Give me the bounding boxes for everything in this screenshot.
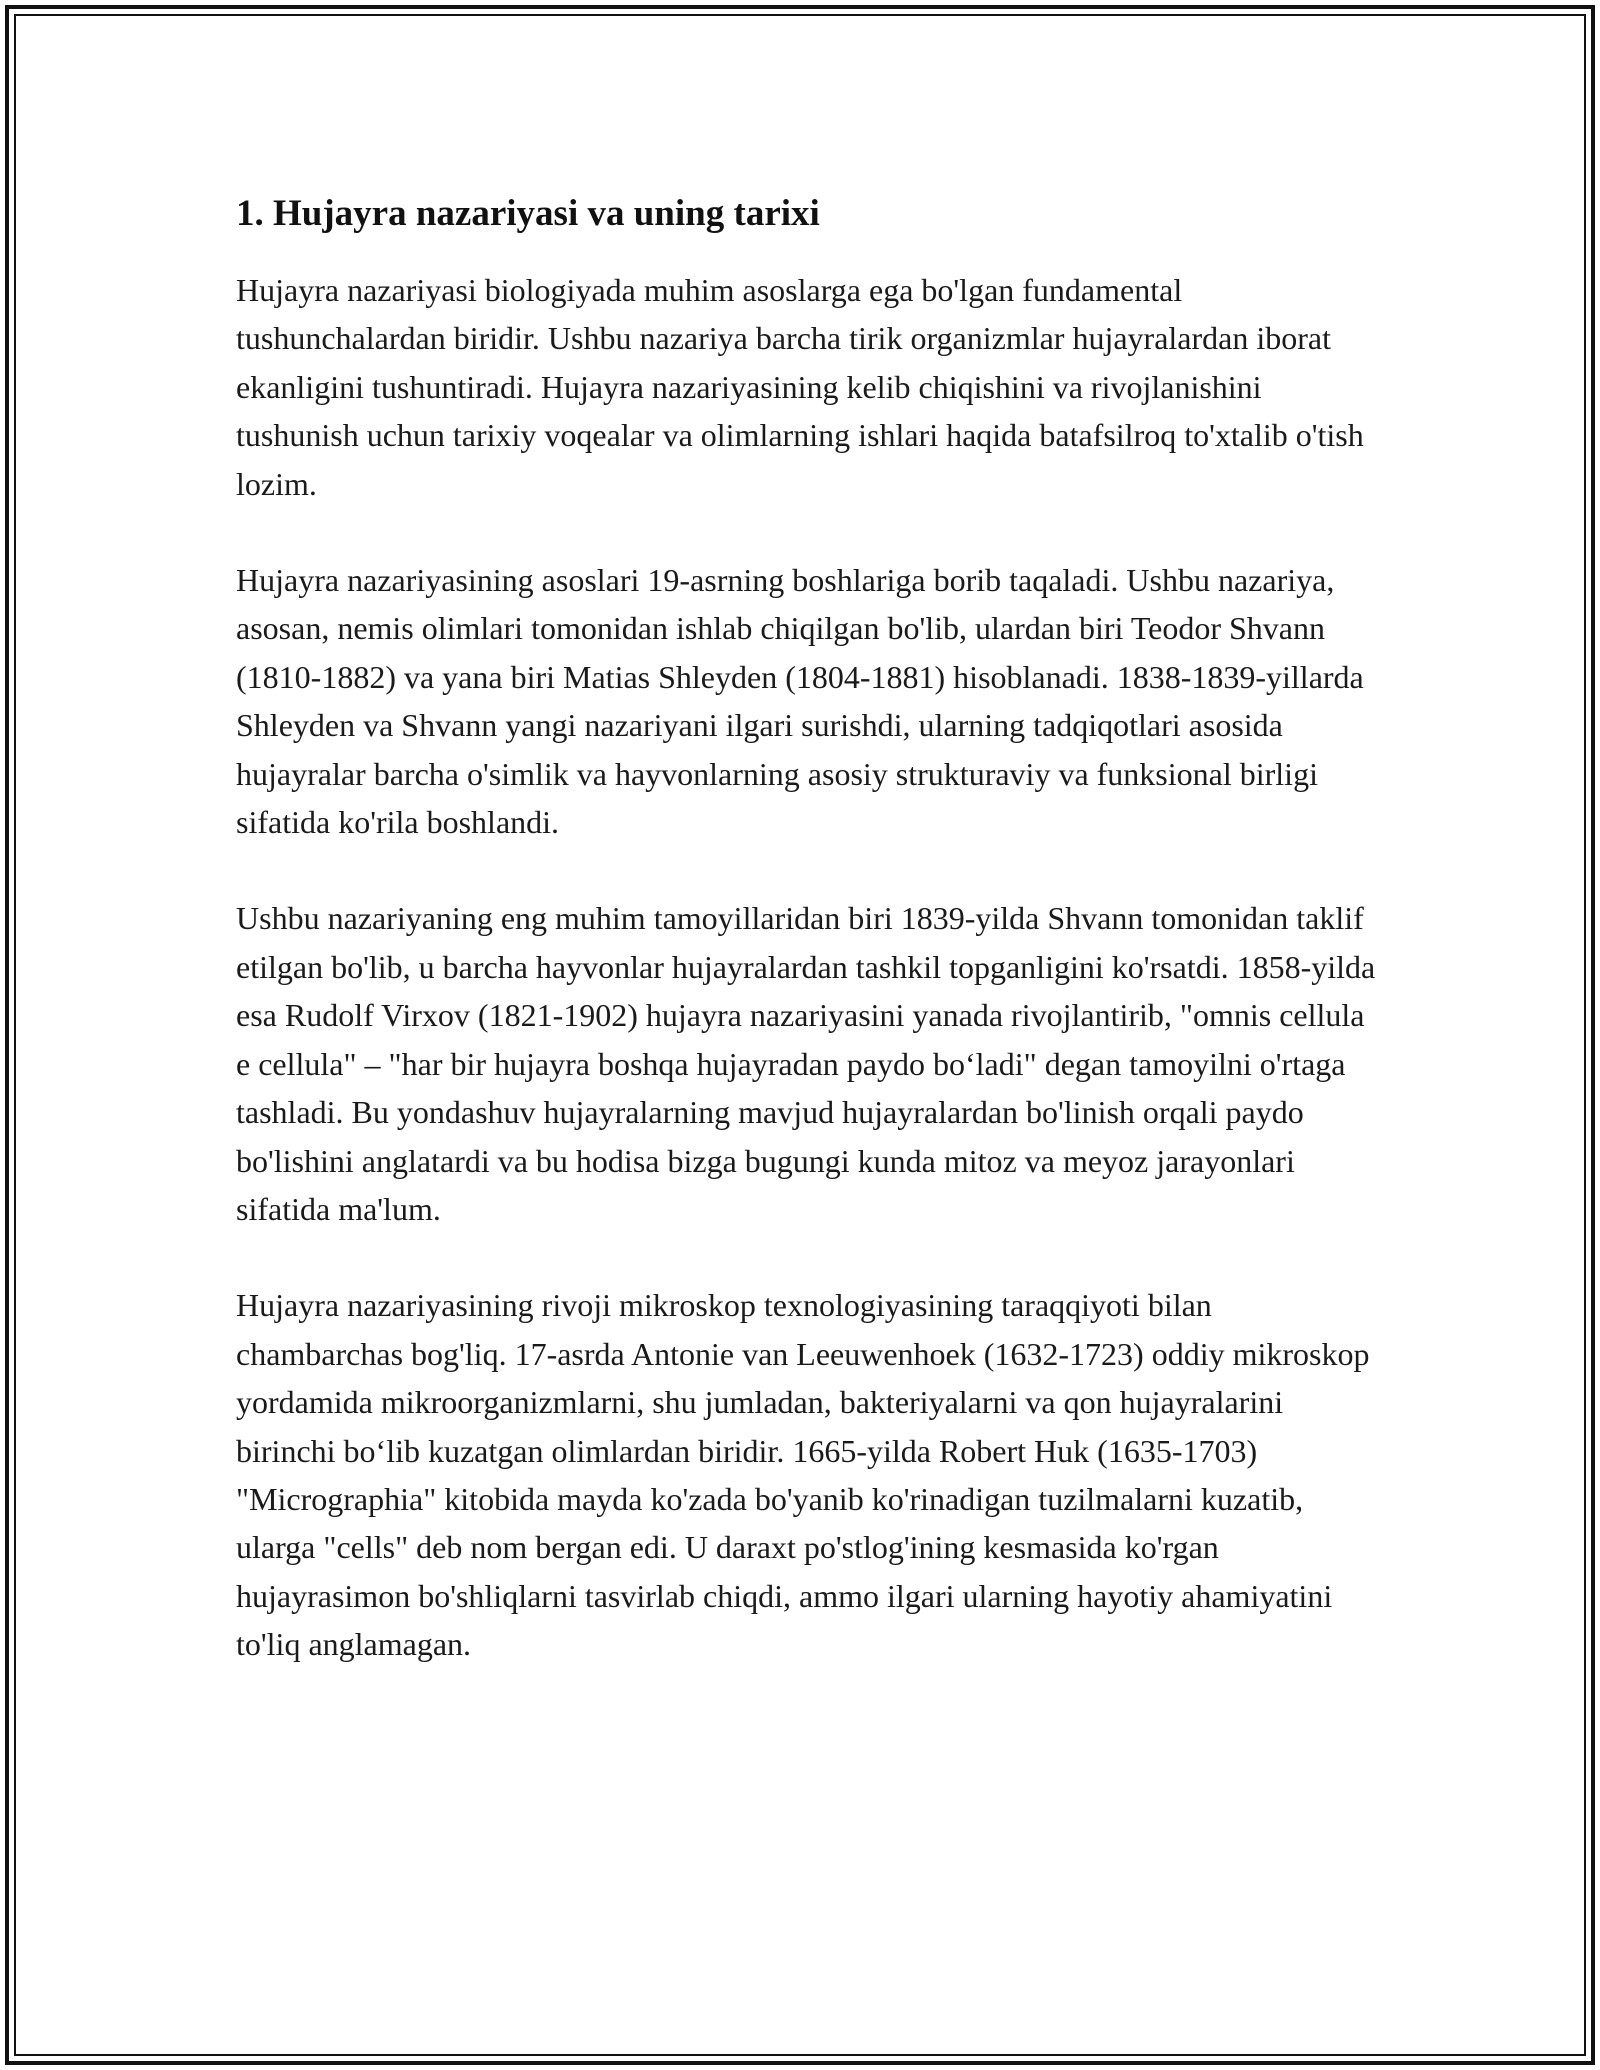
- paragraph-2: Hujayra nazariyasining asoslari 19-asrning boshlariga borib taqaladi. Ushbu nazariya, asosan, nemis olimlari tomonidan ishlab chiqilgan bo'lib, ulardan biri Teodor Shvann (1810-1882) va yana biri Matias Shleyden (1804-1881) hisoblanadi. 1838-1839-yillarda Shleyden va Shvann yangi nazariyani ilgari surishdi, ularning tadqiqotlari asosida hujayralar barcha o'simlik va hayvonlarning asosiy strukturaviy va funksional birligi sifatida ko'rila boshlandi.: [236, 562, 1364, 841]
- paragraph-4: Hujayra nazariyasining rivoji mikroskop texnologiyasining taraqqiyoti bilan chambarchas bog'liq. 17-asrda Antonie van Leeuwenhoek (1632-1723) oddiy mikroskop yordamida mikroorganizmlarni, shu jumladan, bakteriyalarni va qon hujayralarini birinchi bo‘lib kuzatgan olimlardan biridir. 1665-yilda Robert Huk (1635-1703) "Micrographia" kitobida mayda ko'zada bo'yanib ko'rinadigan tuzilmalarni kuzatib, ularga "cells" deb nom bergan edi. U daraxt po'stlog'ining kesmasida ko'rgan hujayrasimon bo'shliqlarni tasvirlab chiqdi, ammo ilgari ularning hayotiy ahamiyatini to'liq anglamagan.: [236, 1287, 1370, 1663]
- paragraph-3: Ushbu nazariyaning eng muhim tamoyillaridan biri 1839-yilda Shvann tomonidan taklif etilgan bo'lib, u barcha hayvonlar hujayralardan tashkil topganligini ko'rsatdi. 1858-yilda esa Rudolf Virxov (1821-1902) hujayra nazariyasini yanada rivojlantirib, "omnis cellula e cellula" – "har bir hujayra boshqa hujayradan paydo bo‘ladi" degan tamoyilni o'rtaga tashladi. Bu yondashuv hujayralarning mavjud hujayralardan bo'linish orqali paydo bo'lishini anglatardi va bu hodisa bizga bugungi kunda mitoz va meyoz jarayonlari sifatida ma'lum.: [236, 900, 1376, 1227]
- document-page: [236, 190, 1376, 1717]
- paragraph-1: Hujayra nazariyasi biologiyada muhim asoslarga ega bo'lgan fundamental tushunchalardan biridir. Ushbu nazariya barcha tirik organizmlar hujayralardan iborat ekanligini tushuntiradi. Hujayra nazariyasining kelib chiqishini va rivojlanishini tushunish uchun tarixiy voqealar va olimlarning ishlari haqida batafsilroq to'xtalib o'tish lozim.: [236, 272, 1364, 502]
- section-heading: 1. Hujayra nazariyasi va uning tarixi: [236, 193, 820, 234]
